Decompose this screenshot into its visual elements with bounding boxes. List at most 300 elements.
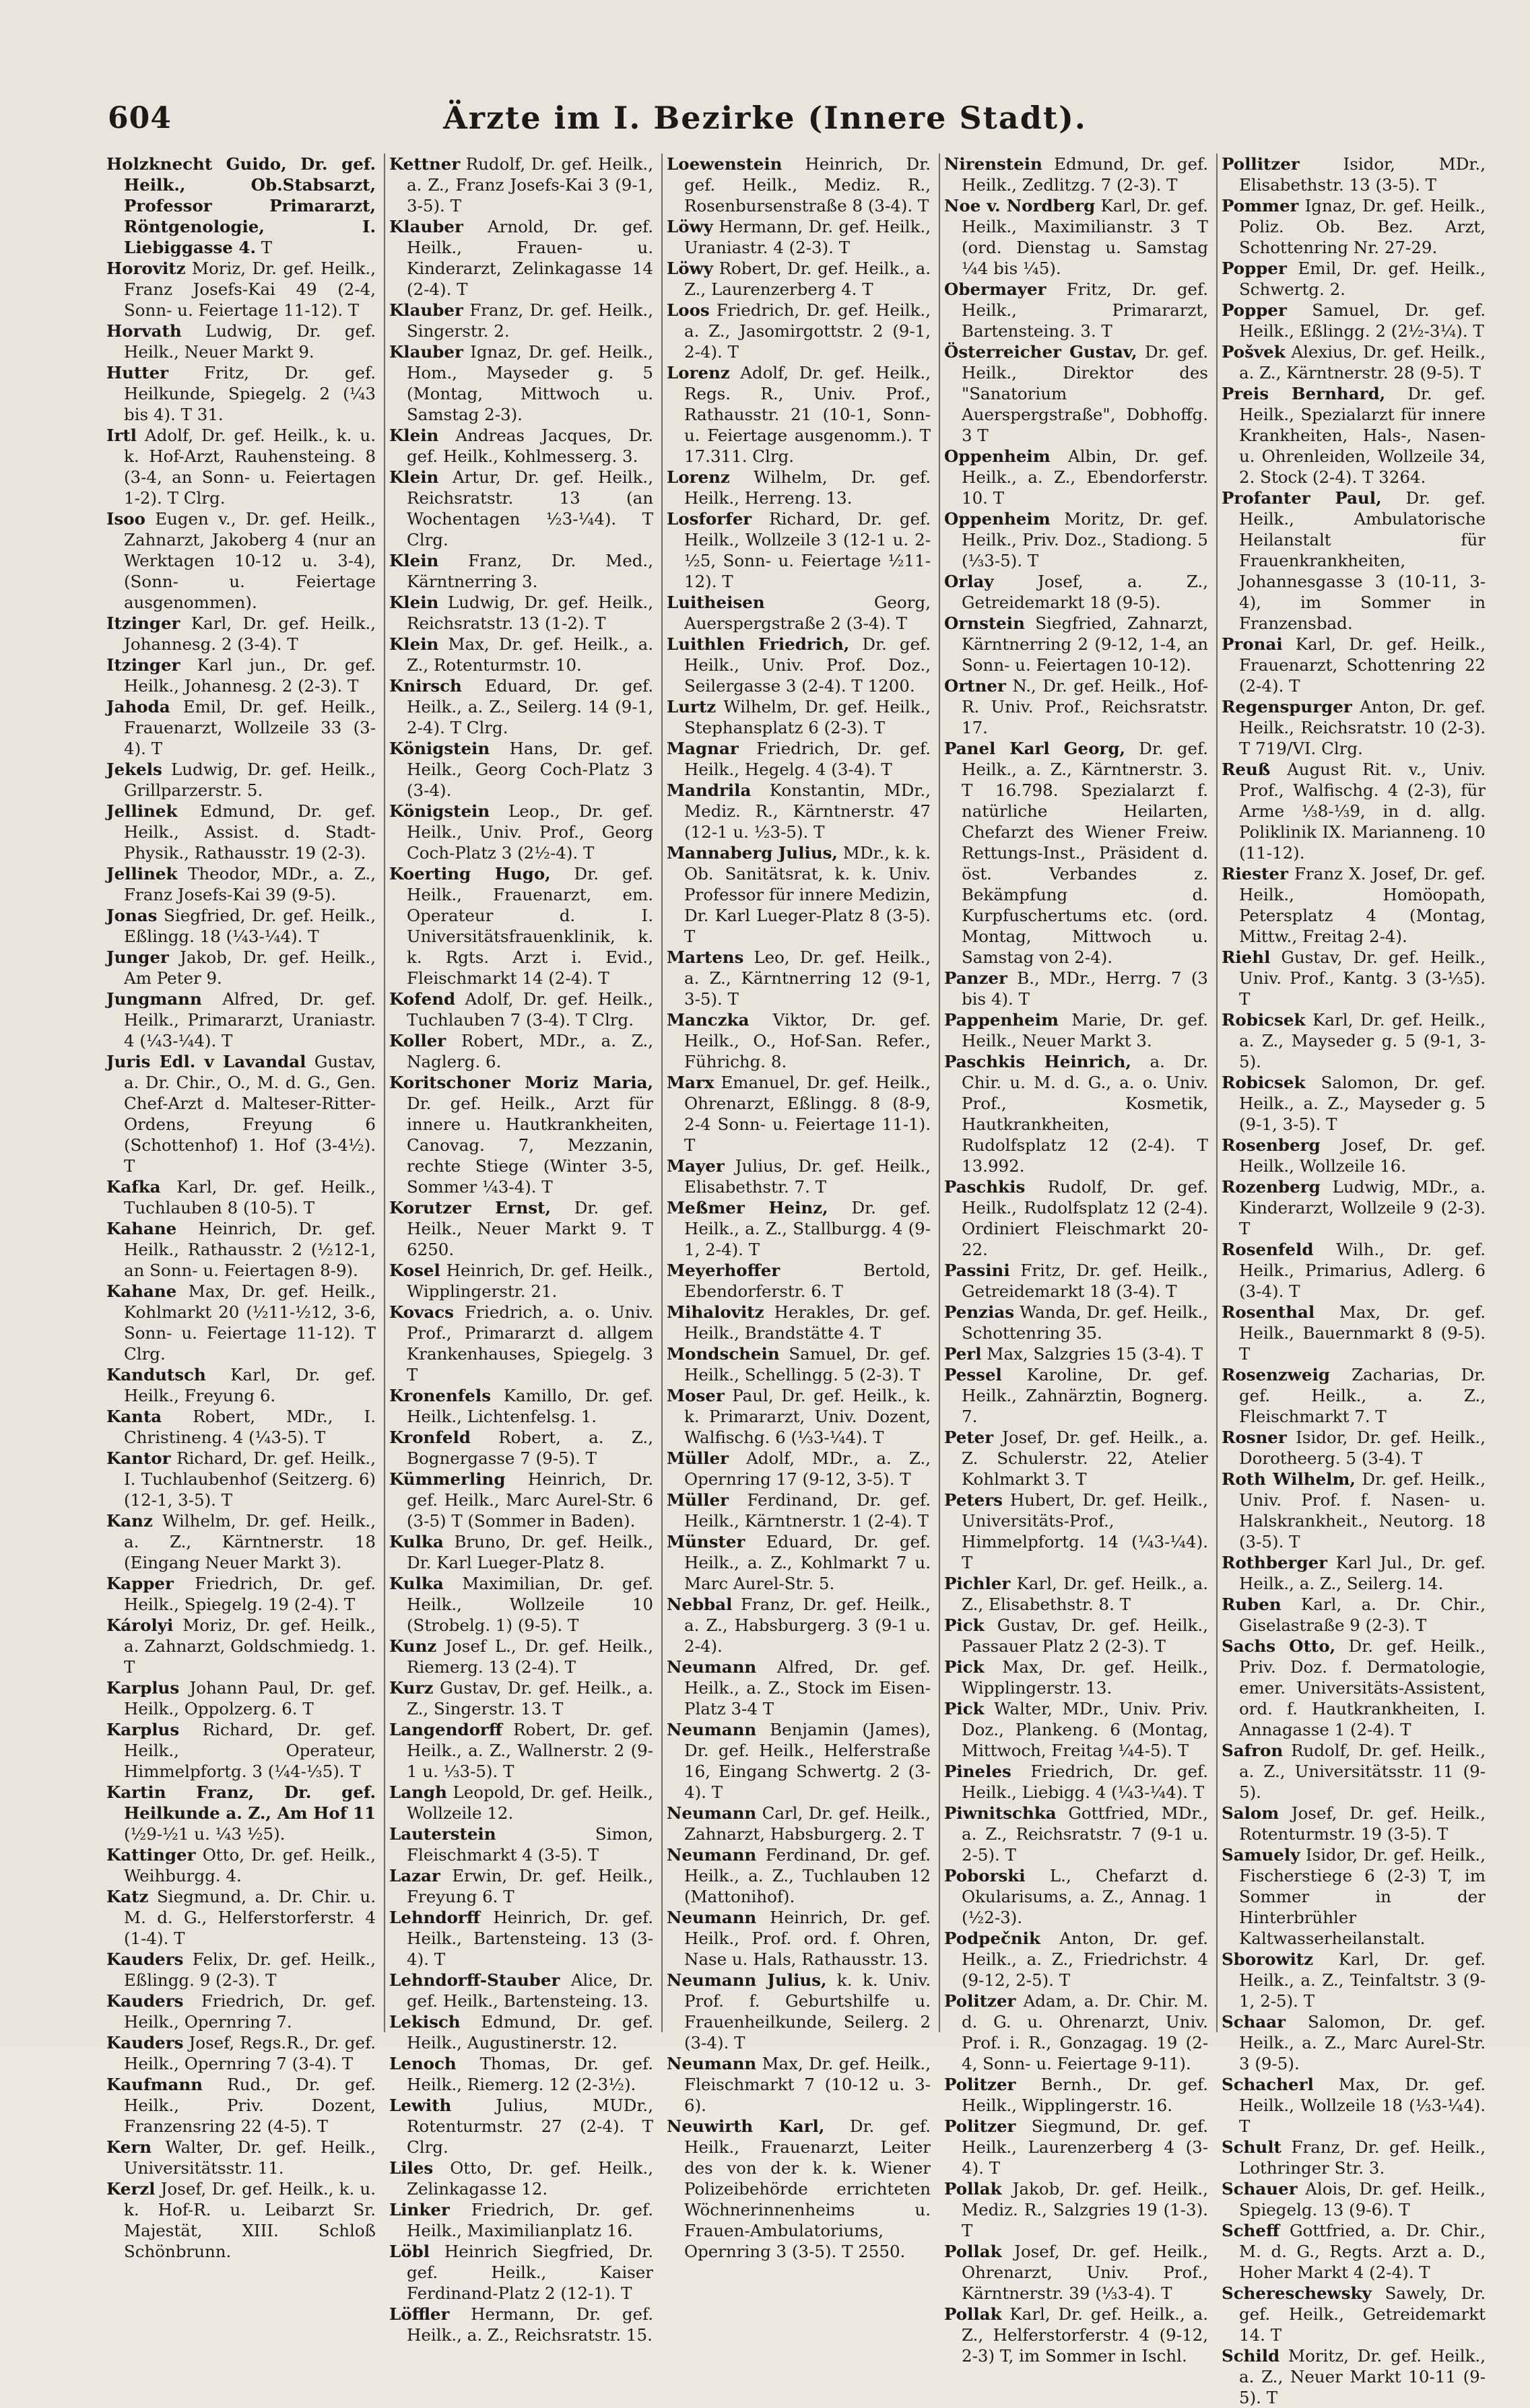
entry-details: Richard, Dr. gef. Heilk., Operateur, Himmelpfortg. 3 (¼4-⅓5). T (124, 1720, 376, 1781)
entry-name: Oppenheim (944, 446, 1051, 466)
entry-details: Konstantin, MDr., Mediz. R., Kärntnerstr. 47 (12-1 u. ½3-5). T (684, 780, 931, 842)
entry-name: Roth Wilhelm, (1222, 1469, 1356, 1489)
entry-details: Adolf, Dr. gef. Heilk., Tuchlauben 7 (3-4). T Clrg. (407, 989, 653, 1030)
entry-details: Josef, Dr. gef. Heilk., a. Z. Schulerstr. 22, Atelier Kohlmarkt 3. T (962, 1428, 1208, 1489)
entry-name: Katz (106, 1887, 149, 1906)
entry-name: Poborski (944, 1866, 1026, 1885)
entry-name: Paschkis (944, 1177, 1026, 1197)
directory-entry (389, 216, 653, 300)
entry-details: Alois, Dr. gef. Heilk., Spiegelg. 13 (9-6). T (1239, 2179, 1486, 2219)
entry-details: Siegmund, a. Dr. Chir. u. M. d. G., Helferstorferstr. 4 (1-4). T (124, 1887, 376, 1948)
entry-details: Dr. gef. Heilk., Direktor des "Sanatorium Auerspergstraße", Dobhoffg. 3 T (962, 342, 1208, 445)
entry-name: Mihalovitz (667, 1302, 764, 1322)
directory-entry (667, 947, 931, 1009)
entry-details: Dr. gef. Heilk., Arzt für innere u. Hautkrankheiten, Canovag. 7, Mezzanin, rechte Stiege (Winter 3-5, Sommer ¼3-4). T (407, 1094, 653, 1197)
entry-name: Kartin Franz, Dr. gef. Heilkunde a. Z., Am Hof 11 (106, 1782, 376, 1823)
entry-details: Gustav, Dr. gef. Heilk., Passauer Platz 2 (2-3). T (962, 1615, 1208, 1656)
entry-name: Neuwirth Karl, (667, 2116, 825, 2136)
entry-details: Josef, Dr. gef. Heilk., Rotenturmstr. 19 (3-5). T (1239, 1803, 1486, 1844)
entry-name: Kauders (106, 2033, 184, 2052)
entry-details: Gustav, a. Dr. Chir., O., M. d. G., Gen. Chef-Arzt d. Malteser-Ritter-Ordens, Freyung 6 (Schottenhof) 1. Hof (3-4½). T (124, 1052, 376, 1176)
entry-details: Karl, Dr. gef. Heilk., a. Z., Mayseder g. 5 (9-1, 3-5). (1239, 1010, 1486, 1071)
directory-entry (944, 154, 1208, 195)
entry-name: Klauber (389, 300, 463, 320)
entry-name: Rosenberg (1222, 1135, 1321, 1155)
entry-name: Popper (1222, 259, 1287, 278)
entry-name: Robicsek (1222, 1010, 1306, 1030)
directory-entry (667, 1844, 931, 1907)
entry-details: Franz, Dr. gef. Heilk., Lothringer Str. 3. (1239, 2137, 1486, 2178)
entry-details: Bruno, Dr. gef. Heilk., Dr. Karl Lueger-Platz 8. (407, 1532, 653, 1572)
entry-details: Rudolf, Dr. gef. Heilk., Rudolfsplatz 12 (2-4). Ordiniert Fleischmarkt 20-22. (962, 1177, 1208, 1259)
column-4 (939, 154, 1209, 2366)
entry-details: Wilh., Dr. gef. Heilk., Primarius, Adlerg. 6 (3-4). T (1239, 1240, 1486, 1301)
directory-entry (106, 1991, 376, 2032)
entry-details: Josef, Dr. gef. Heilk., k. u. k. Hof-R. u. Leibarzt Sr. Majestät, XIII. Schloß Schönbrunn. (124, 2179, 376, 2261)
directory-entry (389, 550, 653, 592)
directory-entry (1222, 696, 1486, 759)
entry-name: Kronenfels (389, 1386, 491, 1405)
directory-entry (106, 1406, 376, 1448)
entry-name: Kantor (106, 1448, 171, 1468)
entry-name: Müller (667, 1490, 729, 1510)
column-2 (384, 154, 653, 2345)
directory-entry (1222, 154, 1486, 195)
entry-details: Karl, Dr. gef. Heilk., Johannesg. 2 (3-4). T (124, 613, 376, 654)
directory-entry (944, 2178, 1208, 2241)
entry-name: Königstein (389, 739, 490, 758)
entry-details: Dr. gef. Heilk., Neuer Markt 9. T 6250. (407, 1198, 653, 1259)
directory-entry (667, 1657, 931, 1719)
directory-entry (389, 1970, 653, 2011)
entry-details: Franz, Dr. gef. Heilk., a. Z., Habsburgerg. 3 (9-1 u. 2-4). (684, 1595, 931, 1656)
entry-name: Löwy (667, 217, 713, 236)
entry-name: Sborowitz (1222, 1949, 1314, 1969)
directory-entry (106, 321, 376, 362)
entry-name: Magnar (667, 739, 739, 758)
directory-entry (667, 2053, 931, 2116)
page-number: 604 (108, 101, 172, 135)
directory-entry (389, 2095, 653, 2158)
entry-name: Kümmerling (389, 1469, 506, 1489)
entry-details: Wilhelm, Dr. gef. Heilk., a. Z., Kärntnerstr. 18 (Eingang Neuer Markt 3). (124, 1511, 376, 1572)
entry-name: Pessel (944, 1365, 1002, 1384)
entry-name: Ortner (944, 676, 1006, 696)
entry-name: Löwy (667, 259, 713, 278)
entry-name: Mannaberg Julius, (667, 843, 838, 863)
entry-details: Karl, Dr. gef. Heilk., a. Z., Elisabethstr. 8. T (962, 1574, 1208, 1614)
entry-details: Ludwig, Dr. gef. Heilk., Reichsratstr. 13 (1-2). T (407, 593, 653, 633)
entry-details: Josef, Dr. gef. Heilk., Wollzeile 16. (1239, 1135, 1486, 1176)
entry-details: Moriz, Dr. gef. Heilk., Franz Josefs-Kai 49 (2-4, Sonn- u. Feiertage 11-12). T (124, 259, 376, 320)
entry-name: Kern (106, 2137, 152, 2157)
entry-details: Gottfried, MDr., a. Z., Reichsratstr. 7 (9-1 u. 2-5). T (962, 1803, 1208, 1865)
directory-entry (106, 1844, 376, 1886)
directory-entry (106, 2032, 376, 2074)
entry-name: Profanter Paul, (1222, 488, 1382, 508)
entry-details: Josef, Dr. gef. Heilk., Ohrenarzt, Univ. Prof., Kärntnerstr. 39 (⅓3-4). T (962, 2242, 1208, 2303)
entry-details: Siegmund, Dr. gef. Heilk., Laurenzerberg 4 (3-4). T (962, 2116, 1208, 2178)
entry-details: Karl, Dr. gef. Heilk., Maximilianstr. 3 T (ord. Dienstag u. Samstag ¼4 bis ¼5). (962, 196, 1208, 278)
entry-details: Friedrich, Dr. gef. Heilk., Maximilianplatz 16. (407, 2200, 653, 2240)
entry-name: Neumann (667, 1720, 757, 1739)
entry-details: Julius, MUDr., Rotenturmstr. 27 (2-4). T Clrg. (407, 2096, 653, 2157)
directory-entry (106, 258, 376, 321)
entry-details: Moriz, Dr. gef. Heilk., a. Zahnarzt, Goldschmiedg. 1. T (124, 1615, 376, 1677)
entry-details: Wanda, Dr. gef. Heilk., Schottenring 35. (962, 1302, 1208, 1343)
entry-name: Jellinek (106, 864, 178, 883)
entry-name: Popper (1222, 300, 1287, 320)
entry-details: MDr., k. k. Ob. Sanitätsrat, k. k. Univ. Professor für innere Medizin, Dr. Karl Lueger-Platz 8 (3-5). T (684, 843, 931, 946)
entry-name: Kurz (389, 1678, 434, 1698)
entry-details: Felix, Dr. gef. Heilk., Eßlingg. 9 (2-3). T (124, 1949, 376, 1990)
entry-name: Koritschoner Moriz Maria, (389, 1073, 653, 1092)
entry-name: Kahane (106, 1281, 177, 1301)
directory-entry (1222, 1469, 1486, 1552)
directory-entry (389, 1302, 653, 1385)
entry-name: Panzer (944, 968, 1007, 988)
entry-details: Josef, Regs.R., Dr. gef. Heilk., Opernring 7 (3-4). T (124, 2033, 376, 2073)
entry-name: Kafka (106, 1177, 161, 1197)
entry-name: Langh (389, 1782, 447, 1802)
directory-entry (106, 2074, 376, 2137)
directory-entry (106, 2178, 376, 2262)
directory-entry (944, 2304, 1208, 2366)
directory-entry (1222, 2011, 1486, 2074)
directory-entry (667, 1594, 931, 1657)
entry-name: Neumann (667, 2054, 757, 2073)
directory-entry (1222, 863, 1486, 947)
directory-entry (944, 1698, 1208, 1761)
entry-name: Martens (667, 947, 744, 967)
entry-name: Klein (389, 593, 439, 612)
entry-name: Kanta (106, 1407, 162, 1426)
entry-details: Dr. gef. Heilk., Frauenarzt, Leiter des von der k. k. Wiener Polizeibehörde errichteten Wöchnerinnenheims u. Frauen-Ambulatoriums, Opernring 3 (3-5). T 2550. (684, 2116, 931, 2261)
directory-entry (389, 1197, 653, 1260)
directory-entry (667, 508, 931, 592)
directory-entry (1222, 2178, 1486, 2220)
entry-details: Friedrich, Dr. gef. Heilk., a. Z., Jasomirgottstr. 2 (9-1, 2-4). T (684, 300, 931, 362)
directory-entry (944, 1302, 1208, 1343)
column-1 (106, 154, 376, 2261)
entry-name: Sachs Otto, (1222, 1636, 1336, 1656)
entry-details: Isidor, Dr. gef. Heilk., Fischerstiege 6 (2-3) T, im Sommer in der Hinterbrühler Kaltwasserheilanstalt. (1239, 1845, 1486, 1948)
entry-details: Dr. gef. Heilk., Ambulatorische Heilanstalt für Frauenkrankheiten, Johannesgasse 3 (10-11, 3-4), im Sommer in Franzensbad. (1239, 488, 1486, 633)
directory-entry (667, 1719, 931, 1803)
entry-name: Kattinger (106, 1845, 196, 1865)
directory-entry (389, 467, 653, 550)
entry-details: Paul, Dr. gef. Heilk., k. k. Primararzt, Univ. Dozent, Walfischg. 6 (⅓3-¼4). T (684, 1386, 931, 1447)
entry-name: Kovacs (389, 1302, 454, 1322)
directory-entry (1222, 759, 1486, 863)
directory-entry (389, 1531, 653, 1573)
directory-entry (106, 863, 376, 905)
entry-details: Thomas, Dr. gef. Heilk., Riemerg. 12 (2-3½). (407, 2054, 653, 2094)
entry-name: Rosenthal (1222, 1302, 1315, 1322)
entry-details: Karl, Dr. gef. Heilk., Freyung 6. (124, 1365, 376, 1405)
directory-entry (106, 696, 376, 759)
entry-details: Samuel, Dr. gef. Heilk., Eßlingg. 2 (2½-3¼). T (1239, 300, 1486, 341)
entry-details: Ignaz, Dr. gef. Heilk., Hom., Mayseder g. 5 (Montag, Mittwoch u. Samstag 2-3). (407, 342, 653, 424)
entry-details: Hermann, Dr. gef. Heilk., a. Z., Reichsratstr. 15. (407, 2304, 653, 2345)
entry-details: Dr. gef. Heilk., Frauenarzt, em. Operateur d. I. Universitätsfrauenklinik, k. k. Rgts. Arzt i. Evid., Fleischmarkt 14 (2-4). T (407, 864, 653, 988)
entry-details: Franz, Dr. Med., Kärntnerring 3. (407, 551, 653, 591)
directory-entry (667, 216, 931, 258)
entry-name: Hutter (106, 363, 169, 382)
entry-details: Heinrich, Dr. gef. Heilk., Prof. ord. f. Ohren, Nase u. Hals, Rathausstr. 13. (684, 1908, 931, 1969)
entry-name: Perl (944, 1344, 982, 1364)
entry-details: Fritz, Dr. gef. Heilkunde, Spiegelg. 2 (¼3 bis 4). T 31. (124, 363, 376, 424)
entry-name: Pollak (944, 2179, 1002, 2199)
entry-name: Lenoch (389, 2054, 457, 2073)
entry-name: Klein (389, 426, 439, 445)
directory-entry (1222, 1176, 1486, 1239)
directory-entry (667, 1907, 931, 1970)
directory-entry (389, 341, 653, 425)
entry-name: Schult (1222, 2137, 1282, 2157)
directory-entry (1222, 1009, 1486, 1072)
entry-name: Horovitz (106, 259, 186, 278)
directory-entry (667, 362, 931, 467)
entry-details: Rud., Dr. gef. Heilk., Priv. Dozent, Franzensring 22 (4-5). T (124, 2075, 376, 2136)
entry-details: Erwin, Dr. gef. Heilk., Freyung 6. T (407, 1866, 653, 1906)
directory-entry (667, 842, 931, 947)
entry-details: August Rit. v., Univ. Prof., Walfischg. 4 (2-3), für Arme ⅓8-⅓9, in d. allg. Poliklinik IX. Marianneng. 10 (11-12). (1239, 760, 1486, 863)
entry-name: Liles (389, 2158, 434, 2178)
entry-details: Wilhelm, Dr. gef. Heilk., Herreng. 13. (684, 467, 931, 508)
directory-entry (1222, 1364, 1486, 1427)
directory-entry (389, 2158, 653, 2199)
entry-name: Pošvek (1222, 342, 1286, 362)
directory-entry (106, 154, 376, 258)
directory-entry (944, 2241, 1208, 2304)
entry-details: Wilhelm, Dr. gef. Heilk., Stephansplatz 6 (2-3). T (684, 697, 931, 737)
entry-details: a. Dr. Chir. u. M. d. G., a. o. Univ. Prof., Kosmetik, Hautkrankheiten, Rudolfsplatz 12 (2-4). T 13.992. (962, 1052, 1209, 1176)
directory-entry (944, 508, 1208, 571)
entry-name: Juris Edl. v Lavandal (106, 1052, 306, 1071)
entry-name: Marx (667, 1073, 714, 1092)
entry-name: Müller (667, 1448, 729, 1468)
entry-name: Rothberger (1222, 1553, 1328, 1572)
entry-name: Lehndorff (389, 1908, 480, 1927)
entry-details: Walter, MDr., Univ. Priv. Doz., Plankeng. 6 (Montag, Mittwoch, Freitag ¼4-5). T (962, 1699, 1208, 1760)
directory-entry (389, 154, 653, 216)
directory-entry (944, 1865, 1208, 1928)
directory-entry (944, 1260, 1208, 1302)
entry-name: Salom (1222, 1803, 1279, 1823)
entry-details: Richard, Dr. gef. Heilk., I. Tuchlaubenhof (Seitzerg. 6) (12-1, 3-5). T (124, 1448, 376, 1510)
directory-entry (389, 1677, 653, 1719)
entry-details: Karl, Dr. gef. Heilk., a. Z., Helferstorferstr. 4 (9-12, 2-3) T, im Sommer in Ischl. (962, 2304, 1208, 2366)
entry-details: Friedrich, Dr. gef. Heilk., Spiegelg. 19 (2-4). T (124, 1574, 376, 1614)
directory-entry (1222, 195, 1486, 258)
entry-name: Lurtz (667, 697, 717, 716)
entry-details: Adolf, Dr. gef. Heilk., k. u. k. Hof-Arzt, Rauhensteing. 8 (3-4, an Sonn- u. Feiertagen 1-2). T Clrg. (124, 426, 376, 508)
directory-entry (944, 1051, 1208, 1176)
entry-details: Ferdinand, Dr. gef. Heilk., Kärntnerstr. 1 (2-4). T (684, 1490, 931, 1531)
directory-entry (389, 989, 653, 1030)
entry-details: Ferdinand, Dr. gef. Heilk., a. Z., Tuchlauben 12 (Mattonihof). (684, 1845, 931, 1906)
entry-details: Dr. gef. Heilk., Spezialarzt für innere Krankheiten, Hals-, Nasen- u. Ohrenleiden, Wollzeile 34, 2. Stock (2-4). T 3264. (1239, 384, 1486, 487)
directory-entry (667, 738, 931, 780)
entry-name: Riester (1222, 864, 1288, 883)
entry-name: Junger (106, 947, 169, 967)
entry-details: Eugen v., Dr. gef. Heilk., Zahnarzt, Jakoberg 4 (nur an Werktagen 10-12 u. 3-4), (Sonn- u. Feiertage ausgenommen). (124, 509, 376, 612)
entry-details: Bernh., Dr. gef. Heilk., Wipplingerstr. 16. (962, 2075, 1208, 2115)
entry-name: Nirenstein (944, 154, 1042, 174)
directory-entry (106, 1281, 376, 1364)
entry-name: Koller (389, 1031, 446, 1050)
entry-details: T (255, 238, 273, 257)
directory-entry (106, 2137, 376, 2178)
entry-name: Klauber (389, 342, 463, 362)
directory-entry (106, 989, 376, 1051)
entry-name: Kaufmann (106, 2075, 203, 2094)
directory-entry (389, 1782, 653, 1824)
directory-entry (667, 1197, 931, 1260)
directory-entry (1222, 383, 1486, 488)
entry-name: Safron (1222, 1741, 1284, 1760)
directory-entry (389, 1719, 653, 1782)
directory-entry (106, 905, 376, 947)
entry-details: Richard, Dr. gef. Heilk., Wollzeile 3 (12-1 u. 2-½5, Sonn- u. Feiertage ½11-12). T (684, 509, 931, 591)
entry-details: Dr. gef. Heilk., Univ. Prof. f. Nasen- u. Halskrankheit., Neutorg. 18 (3-5). T (1239, 1469, 1486, 1551)
directory-entry (667, 780, 931, 842)
directory-entry (106, 1949, 376, 1991)
directory-entry (389, 863, 653, 989)
directory-entry (106, 1218, 376, 1281)
entry-details: Josef, a. Z., Getreidemarkt 18 (9-5). (962, 572, 1208, 612)
directory-entry (944, 446, 1208, 508)
entry-details: Maximilian, Dr. gef. Heilk., Wollzeile 10 (Strobelg. 1) (9-5). T (407, 1574, 653, 1635)
entry-details: Edmund, Dr. gef. Heilk., Assist. d. Stadt-Physik., Rathausstr. 19 (2-3). (124, 801, 376, 863)
directory-entry (667, 467, 931, 508)
entry-details: Isidor, MDr., Elisabethstr. 13 (3-5). T (1239, 154, 1486, 195)
directory-entry (1222, 1552, 1486, 1594)
entry-name: Knirsch (389, 676, 462, 696)
directory-entry (944, 1343, 1208, 1364)
directory-entry (944, 1928, 1208, 1991)
directory-entry (389, 1427, 653, 1469)
directory-entry (944, 1364, 1208, 1427)
directory-entry (667, 634, 931, 696)
entry-details: Karoline, Dr. gef. Heilk., Zahnärztin, Bognerg. 7. (962, 1365, 1208, 1426)
entry-details: Emanuel, Dr. gef. Heilk., Ohrenarzt, Eßlingg. 8 (8-9, 2-4 Sonn- u. Feiertage 11-1). T (684, 1073, 931, 1155)
entry-name: Löffler (389, 2304, 450, 2324)
directory-entry (106, 425, 376, 508)
entry-details: Dr. gef. Heilk., a. Z., Stallburgg. 4 (9-1, 2-4). T (684, 1198, 931, 1259)
entry-details: Karl, Dr. gef. Heilk., Tuchlauben 8 (10-5). T (124, 1177, 376, 1217)
entry-name: Koerting Hugo, (389, 864, 551, 883)
entry-details: Hans, Dr. gef. Heilk., Georg Coch-Platz 3 (3-4). (407, 739, 653, 800)
directory-entry (106, 508, 376, 613)
entry-details: Heinrich, Dr. gef. Heilk., Wipplingerstr. 21. (407, 1261, 653, 1301)
directory-entry (667, 696, 931, 738)
entry-name: Mayer (667, 1156, 725, 1176)
entry-details: Otto, Dr. gef. Heilk., Zelinkagasse 12. (407, 2158, 653, 2199)
entry-details: Jakob, Dr. gef. Heilk., Am Peter 9. (124, 947, 376, 988)
entry-details: Hermann, Dr. gef. Heilk., Uraniastr. 4 (2-3). T (684, 217, 931, 257)
directory-entry (389, 1385, 653, 1427)
entry-name: Ruben (1222, 1595, 1282, 1614)
entry-name: Klauber (389, 217, 463, 236)
entry-name: Panel Karl Georg, (944, 739, 1125, 758)
entry-name: Rosenzweig (1222, 1365, 1330, 1384)
entry-name: Nebbal (667, 1595, 733, 1614)
entry-details: Arnold, Dr. gef. Heilk., Frauen- u. Kinderarzt, Zelinkagasse 14 (2-4). T (407, 217, 653, 299)
entry-name: Loewenstein (667, 154, 783, 174)
directory-entry (389, 2241, 653, 2304)
directory-entry (1222, 258, 1486, 300)
directory-entry (944, 1657, 1208, 1698)
entry-details: Heinrich, Dr. gef. Heilk., Marc Aurel-Str. 6 (3-5) T (Sommer in Baden). (407, 1469, 653, 1531)
entry-name: Podpečnik (944, 1929, 1040, 1948)
directory-entry (389, 2053, 653, 2095)
entry-details: Emil, Dr. gef. Heilk., Schwertg. 2. (1239, 259, 1486, 299)
entry-details: Josef L., Dr. gef. Heilk., Riemerg. 13 (2-4). T (407, 1636, 653, 1677)
entry-name: Peters (944, 1490, 1003, 1510)
entry-name: Österreicher Gustav, (944, 342, 1137, 362)
entry-name: Politzer (944, 2075, 1016, 2094)
entry-name: Mandrila (667, 780, 752, 800)
directory-entry (944, 195, 1208, 279)
entry-details: Karl Jul., Dr. gef. Heilk., a. Z., Seilerg. 14. (1239, 1553, 1486, 1593)
directory-entry (106, 1448, 376, 1510)
entry-name: Rosenfeld (1222, 1240, 1314, 1259)
directory-entry (106, 759, 376, 801)
entry-details: Fritz, Dr. gef. Heilk., Getreidemarkt 18 (3-4). T (962, 1261, 1208, 1301)
entry-details: k. k. Univ. Prof. f. Geburtshilfe u. Frauenheilkunde, Seilerg. 2 (3-4). T (684, 1970, 931, 2052)
directory-entry (1222, 1594, 1486, 1636)
directory-entry (389, 2011, 653, 2053)
directory-entry (944, 2074, 1208, 2116)
entry-details: Rudolf, Dr. gef. Heilk., a. Z., Universitätsstr. 11 (9-5). (1239, 1741, 1486, 1802)
entry-details: Heinrich, Dr. gef. Heilk., Bartensteing. 13 (3-4). T (407, 1908, 653, 1969)
entry-details: Moritz, Dr. gef. Heilk., a. Z., Neuer Markt 10-11 (9-5). T (1239, 2346, 1486, 2407)
entry-details: Alice, Dr. gef. Heilk., Bartensteing. 13. (407, 1970, 653, 2011)
directory-entry (944, 1176, 1208, 1260)
entry-name: Kosel (389, 1261, 440, 1280)
entry-name: Schacherl (1222, 2075, 1314, 2094)
entry-name: Politzer (944, 1991, 1016, 2011)
directory-entry (1222, 2074, 1486, 2137)
entry-details: Gustav, Dr. gef. Heilk., Univ. Prof., Kantg. 3 (3-⅓5). T (1239, 947, 1486, 1009)
directory-entry (389, 425, 653, 467)
directory-entry (944, 571, 1208, 613)
directory-entry (1222, 1302, 1486, 1364)
entry-details: Dr. gef. Heilk., Priv. Doz. f. Dermatologie, emer. Universitäts-Assistent, ord. f. Hautkrankheiten, I. Annagasse 1 (2-4). T (1239, 1636, 1486, 1739)
directory-entry (106, 1510, 376, 1573)
directory-entry (106, 362, 376, 425)
entry-details: Max, Salzgries 15 (3-4). T (981, 1344, 1203, 1364)
directory-entry (667, 1072, 931, 1156)
directory-entry (667, 1531, 931, 1594)
entry-details: Edmund, Dr. gef. Heilk., Zedlitzg. 7 (2-3). T (962, 154, 1208, 195)
entry-details: Herakles, Dr. gef. Heilk., Brandstätte 4. T (684, 1302, 931, 1343)
directory-entry (667, 1385, 931, 1448)
entry-details: Moritz, Dr. gef. Heilk., Priv. Doz., Stadiong. 5 (⅓3-5). T (962, 509, 1208, 570)
entry-name: Irtl (106, 426, 137, 445)
entry-name: Neumann Julius, (667, 1970, 827, 1990)
entry-details: Walter, Dr. gef. Heilk., Universitätsstr. 11. (124, 2137, 376, 2178)
entry-name: Schereschewsky (1222, 2283, 1372, 2303)
entry-name: Kauders (106, 1949, 184, 1969)
entry-details: Max, Dr. gef. Heilk., Wipplingerstr. 13. (962, 1657, 1208, 1698)
directory-entry (389, 1072, 653, 1197)
entry-details: Friedrich, Dr. gef. Heilk., Opernring 7. (124, 1991, 376, 2032)
directory-entry (1222, 2137, 1486, 2178)
entry-details: Heinrich Siegfried, Dr. gef. Heilk., Kaiser Ferdinand-Platz 2 (12-1). T (407, 2242, 653, 2303)
